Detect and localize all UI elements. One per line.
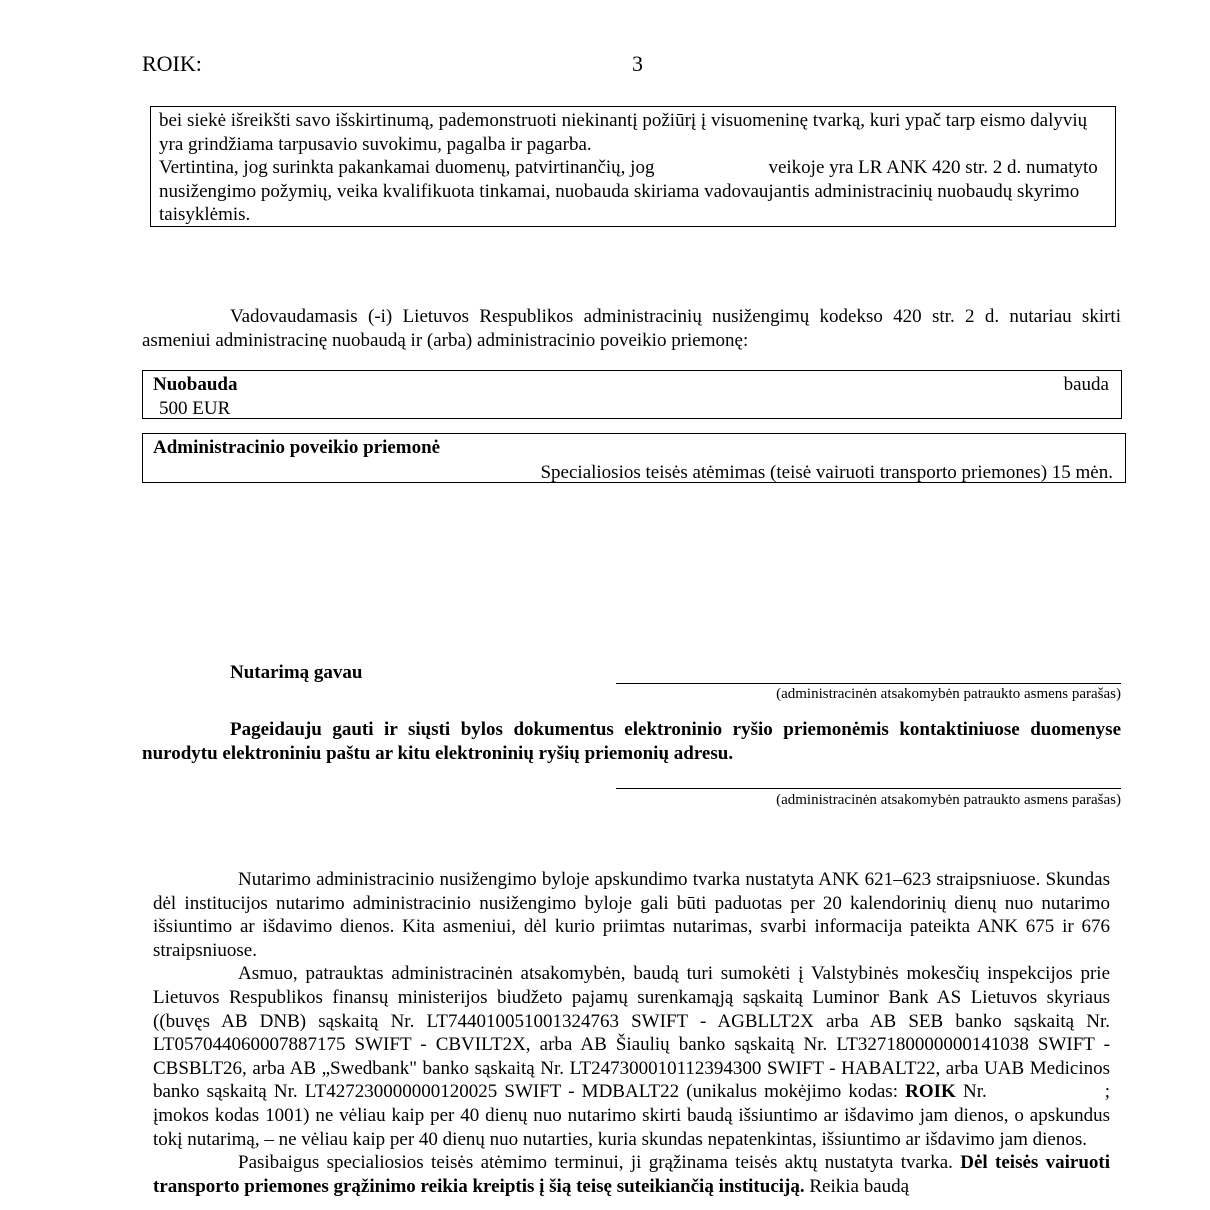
info-section (153, 868, 1110, 1198)
request-paragraph (142, 718, 1121, 765)
fine-box (142, 370, 1122, 419)
fine-type: bauda (1063, 374, 1109, 395)
info-paragraph-2 (153, 962, 1110, 1151)
decision-text: Vadovaudamasis (-i) Lietuvos Respublikos administracinių nusižengimų kodekso 420 str. 2 d. nutariau skirti asmeniui administracinę nuobaudą ir (arba) administracinio poveikio priemonę: (142, 306, 1121, 351)
decision-paragraph (142, 305, 1121, 352)
received-label: Nutarimą gavau (230, 662, 363, 683)
info-text-2a: Asmuo, patrauktas administracinėn atsakomybėn, baudą turi sumokėti į Valstybinės mokesčių inspekcijos prie Lietuvos Respublikos finansų ministerijos biudžeto pajamų surenkamąją sąskaitą Luminor Bank AS Lietuvos skyriaus ((buvęs AB DNB) sąskaitą Nr. LT744010051001324763 SWIFT - AGBLLT2X arba AB SEB banko sąskaitą Nr. LT057044060007887175 SWIFT - CBVILT2X, arba AB Šiaulių banko sąskaitą Nr. LT327180000000141038 SWIFT - CBSBLT26, arba AB „Swedbank" banko sąskaitą Nr. LT247300010112394300 SWIFT - HABALT22, arba UAB Medicinos banko sąskaitą Nr. LT427230000000120025 SWIFT - MDBALT22 (unikalus mokėjimo kodas: (153, 963, 1110, 1103)
info-paragraph-1 (153, 868, 1110, 962)
info-text-3a: Pasibaigus specialiosios teisės atėmimo terminui, ji grąžinama teisės aktų nustatyta tvarka. (238, 1152, 953, 1174)
measure-value: Specialiosios teisės atėmimas (teisė vairuoti transporto priemones) 15 mėn. (540, 462, 1113, 483)
info-paragraph-3 (153, 1151, 1110, 1198)
finding-text-2b: veikoje yra LR ANK 420 str. 2 d. numatyto nusižengimo požymių, veika kvalifikuota tinkamai, nuobauda skiriama vadovaujantis administracinių nuobaudų skyrimo taisyklėmis. (159, 157, 1098, 226)
fine-label: Nuobauda (153, 374, 238, 395)
fine-amount: 500 EUR (159, 397, 231, 419)
info-text-2b: ; įmokos kodas 1001) ne vėliau kaip per 40 dienų nuo nutarimo skirti baudą išsiuntimo ar išdavimo jam dienos, o apskundus tokį nutarimą, – ne vėliau kaip per 40 dienų nuo nutarties, kuria skundas nepatenkintas, išsiuntimo ar išdavimo jam dienos. (153, 1081, 1111, 1150)
request-text: Pageidauju gauti ir siųsti bylos dokumentus elektroninio ryšio priemonėmis kontaktiniuose duomenyse nurodytu elektroniniu paštu ar kitu elektroninių ryšių priemonių adresu. (142, 719, 1121, 764)
measure-box (142, 433, 1126, 483)
finding-text-2 (159, 156, 1107, 227)
finding-text-1: bei siekė išreikšti savo išskirtinumą, pademonstruoti niekinantį požiūrį į visuomeninę tvarką, kuri ypač tarp eismo dalyvių yra grindžiama tarpusavio suvokimu, pagalba ir pagarba. (159, 110, 1088, 155)
finding-text-2a: Vertintina, jog surinkta pakankamai duomenų, patvirtinančių, jog (159, 157, 655, 179)
measure-label: Administracinio poveikio priemonė (153, 437, 441, 458)
roik-code-label: ROIK (905, 1081, 956, 1103)
signature-line-1 (616, 667, 1121, 684)
signature-caption-2: (administracinėn atsakomybėn patraukto asmens parašas) (776, 792, 1121, 808)
roik-label: ROIK: (142, 51, 202, 76)
finding-box (150, 106, 1116, 227)
signature-caption-1: (administracinėn atsakomybėn patraukto asmens parašas) (776, 686, 1121, 702)
info-text-3b: Reikia baudą (809, 1175, 910, 1197)
info-text-1: Nutarimo administracinio nusižengimo byloje apskundimo tvarka nustatyta ANK 621–623 straipsniuose. Skundas dėl institucijos nutarimo administracinio nusižengimo byloje gali būti paduotas per 20 kalendorinių dienų nuo nutarimo išsiuntimo ar išdavimo dienos. Kita asmeniui, dėl kurio priimtas nutarimas, svarbi informacija pateikta ANK 675 ir 676 straipsniuose. (153, 869, 1110, 961)
signature-line-2 (616, 772, 1121, 789)
info-text-2nr: Nr. (955, 1081, 987, 1103)
info-text-3-bold: Dėl teisės vairuoti transporto priemones grąžinimo reikia kreiptis į šią teisę suteikiančią instituciją. (153, 1152, 1111, 1197)
page-number: 3 (632, 51, 643, 76)
